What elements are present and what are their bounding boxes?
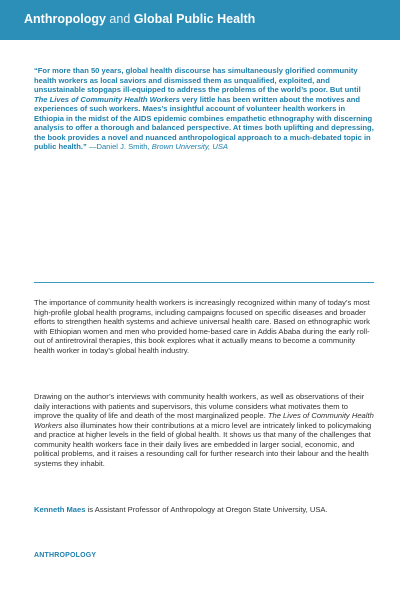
series-title-and: and [105, 12, 134, 26]
endorsement-quote [34, 66, 374, 152]
divider-rule [34, 282, 374, 283]
description-paragraph-2 [34, 392, 374, 468]
series-banner [0, 0, 400, 40]
author-name: Kenneth Maes [34, 505, 86, 514]
endorsement-attribution-name: —Daniel J. Smith, [86, 142, 152, 152]
description-p2-text-1: Drawing on the author’s interviews with community health workers, as well as observations of their daily interactions with patients and supervisors, this volume considers what motivates them to improve the quality of life and death of the most marginalized people. [34, 392, 365, 421]
subject-category: ANTHROPOLOGY [34, 552, 97, 559]
series-title [24, 12, 255, 26]
description-p2-book-title: The Lives of Community Health Workers [34, 411, 374, 430]
cover-bottom-strip [0, 570, 400, 600]
series-title-global-public-health: Global Public Health [133, 12, 256, 26]
author-bio-text: is Assistant Professor of Anthropology at Oregon State University, USA. [85, 505, 328, 514]
endorsement-attribution [87, 142, 228, 151]
description-paragraph-1: The importance of community health workers is increasingly recognized within many of today’s most high-profile global health programs, including campaigns focused on specific diseases and broader efforts to strengthen health systems and achieve universal health care. Based on ethnographic work with Ethiopian women and men who provided home-based care in Addis Ababa during the early roll-out of antiretroviral therapies, this book explores what it actually means to become a community health worker in today’s global health industry. [34, 298, 370, 355]
endorsement-attribution-affiliation: Brown University, USA [151, 142, 228, 152]
series-title-anthropology: Anthropology [24, 12, 106, 26]
endorsement-text-2: very little has been written about the motives and experiences of such workers. Maes’s insightful account of volunteer health workers in Ethiopia in the midst of the AIDS epidemic combines empathetic ethnography with discerning analysis to offer a thorough and balanced perspective. At times both uplifting and depressing, the book provides a novel and nuanced anthropological approach to a much-debated topic in public health.” [34, 94, 374, 152]
author-bio [34, 505, 374, 515]
endorsement-book-title: The Lives of Community Health Workers [34, 94, 180, 104]
description-p2-text-2: also illuminates how their contributions at a micro level are intricately linked to policymaking and practice at higher levels in the field of global health. It shows us that many of the challenges that community health workers face in their daily lives are embedded in larger social, economic, and political problems, and it raises a resounding call for further research into their labour and the health systems they inhabit. [34, 420, 372, 468]
endorsement-text-1: “For more than 50 years, global health discourse has simultaneously glorified community health workers as local saviors and dismissed them as unqualified, exploited, and unsustainable stopgaps ill-equipped to address the problems of the world’s poor. But until [34, 66, 361, 95]
